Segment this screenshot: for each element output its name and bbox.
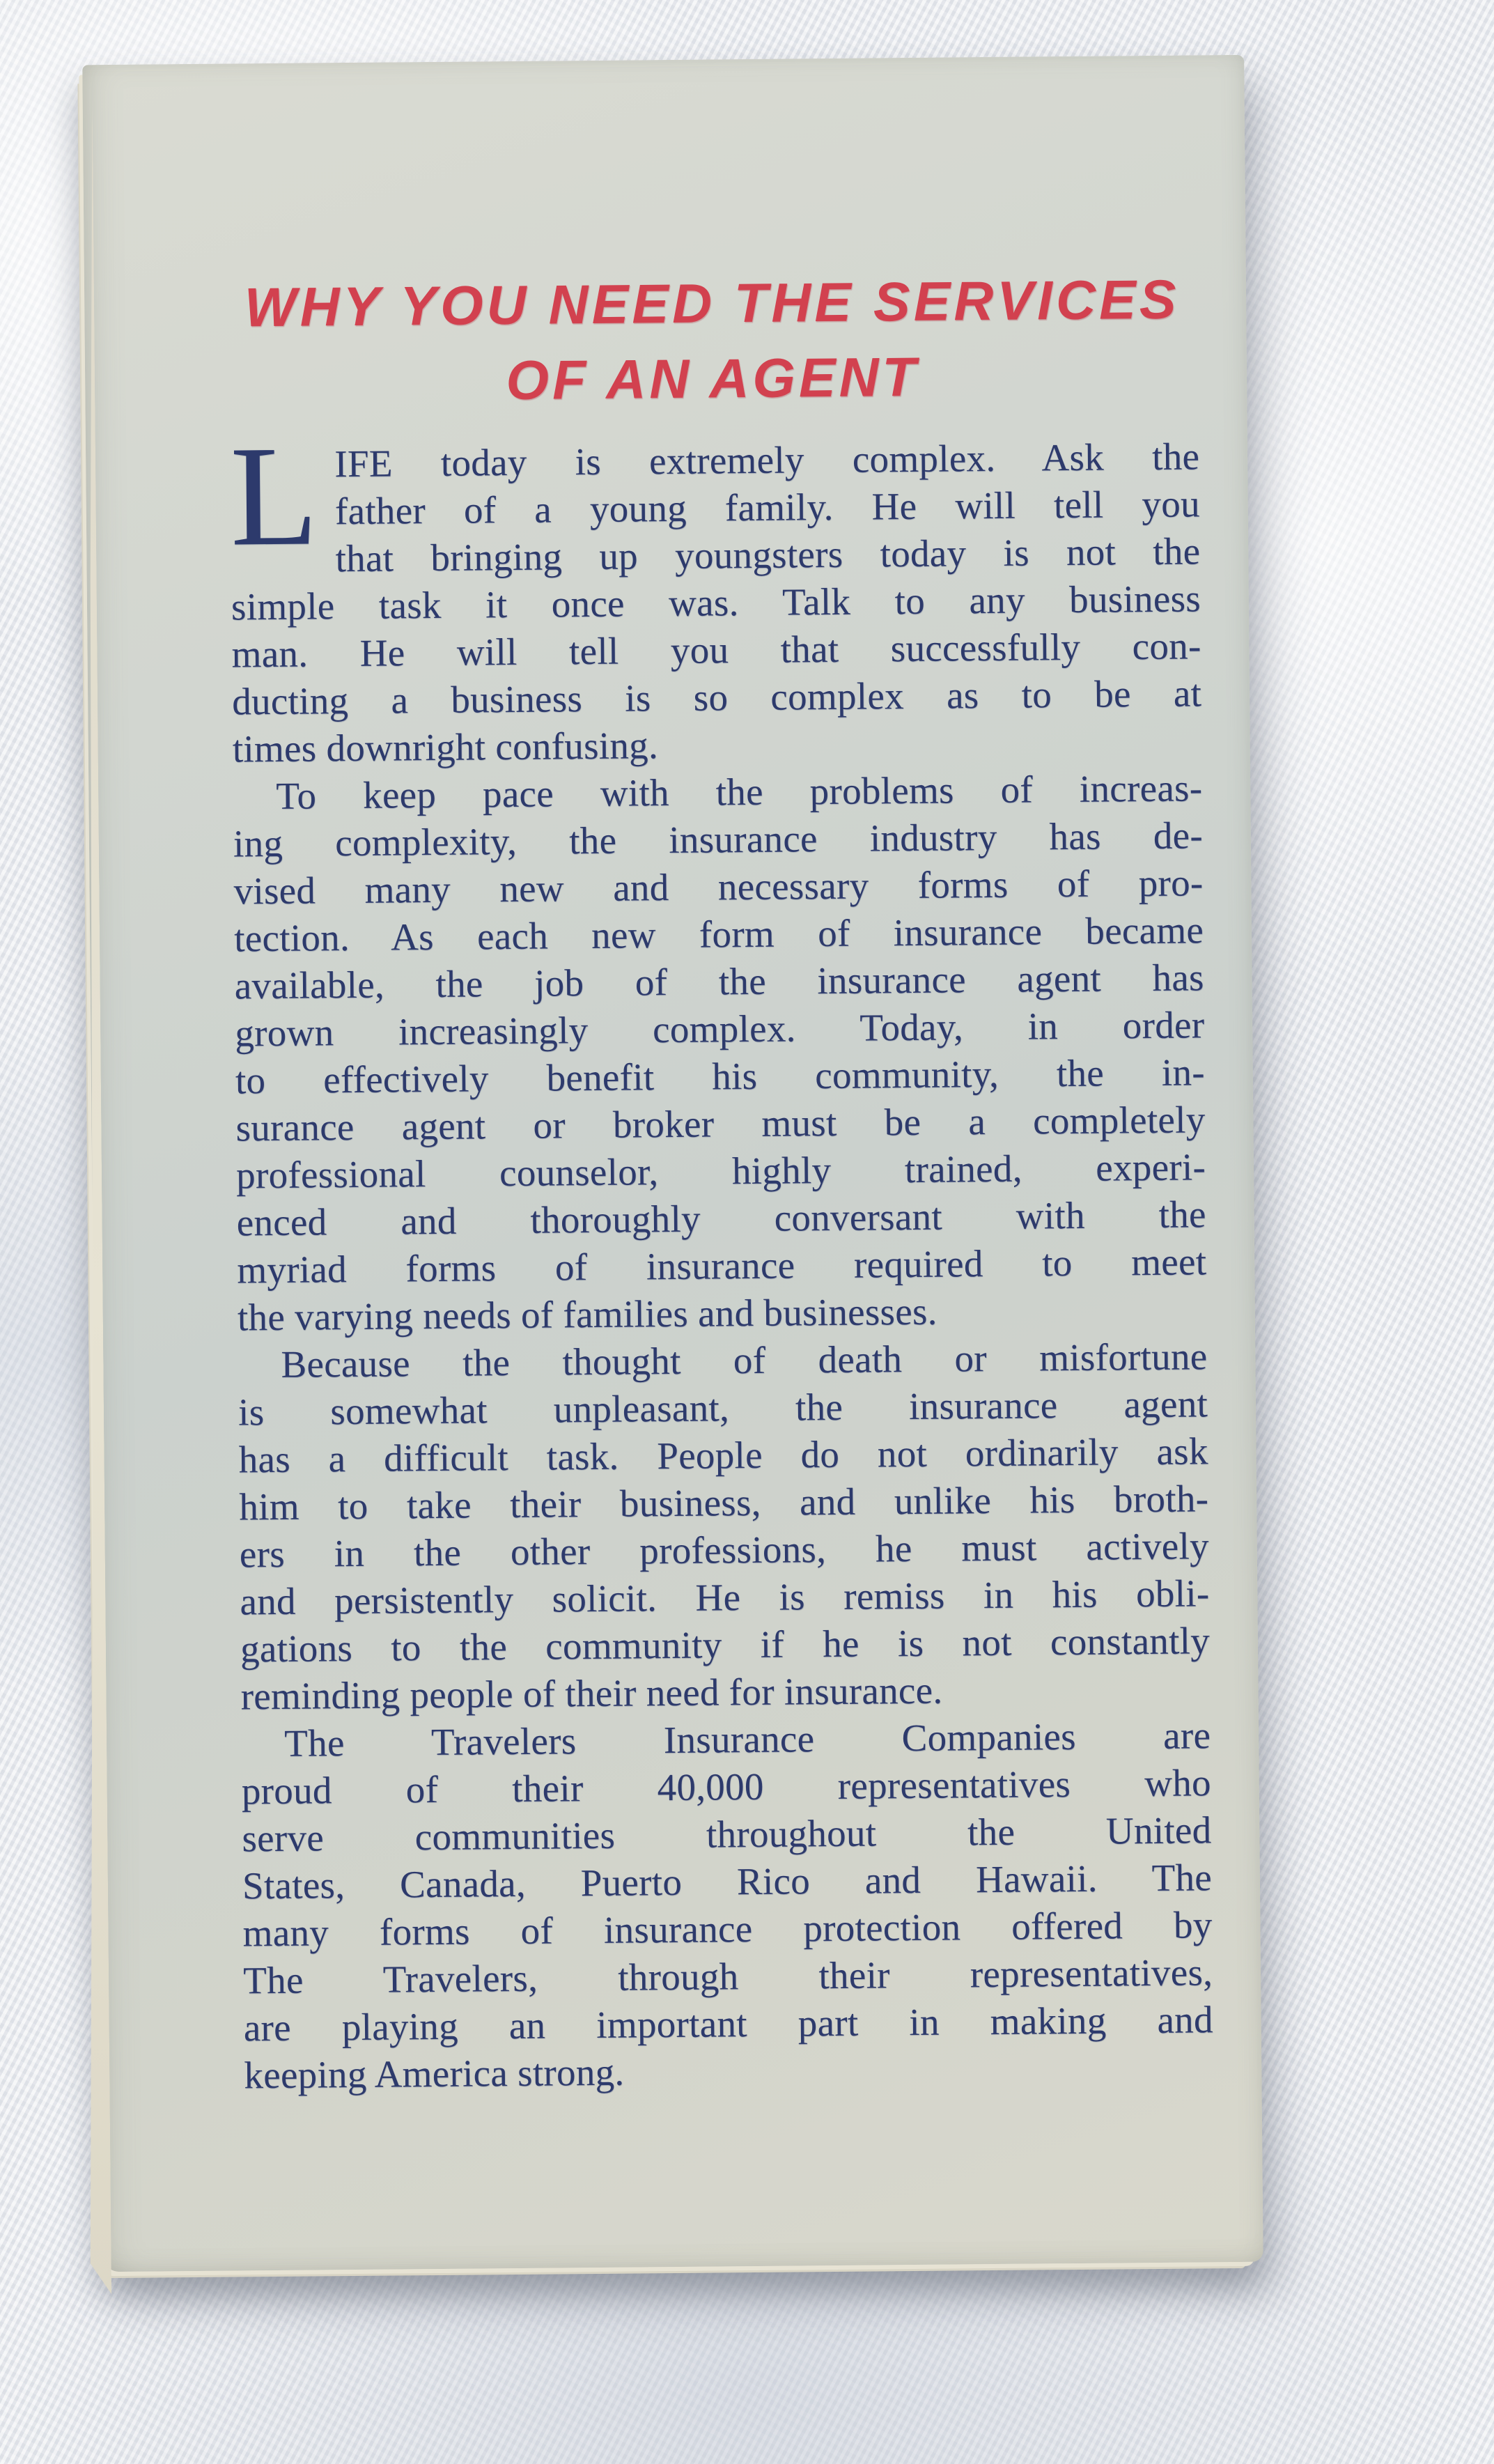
text-line: reminding people of their need for insurance. [240,1668,943,1718]
drop-cap: L [229,415,319,576]
text-line: has a difficult task. People do not ordinarily ask [238,1429,1208,1481]
text-line: available, the job of the insurance agent has [234,956,1204,1007]
paragraph [233,764,1207,1341]
text-line: enced and thoroughly conversant with the [236,1193,1206,1244]
paragraph [238,1333,1211,1720]
text-line: surance agent or broker must be a completely [235,1098,1206,1149]
text-line: gations to the community if he is not constantly [240,1619,1211,1671]
text-line: To keep pace with the problems of increas- [276,766,1203,817]
text-line: tection. As each new form of insurance became [233,908,1204,960]
text-line: many forms of insurance protection offered by [242,1903,1213,1955]
text-line: proud of their 40,000 representatives who [241,1761,1212,1813]
body-text [229,415,1214,2099]
page-content [82,55,1263,2272]
text-line: man. He will tell you that successfully con- [231,624,1201,676]
text-line: and persistently solicit. He is remiss in his obli- [240,1572,1210,1623]
text-line: the varying needs of families and businesses. [237,1289,937,1339]
text-line: professional counselor, highly trained, experi- [235,1145,1206,1197]
paragraph [241,1712,1214,2099]
text-line: to effectively benefit his community, the in- [235,1051,1206,1102]
page-title-line-1: WHY YOU NEED THE SERVICES [244,268,1180,339]
text-line: simple task it once was. Talk to any business [231,577,1201,628]
text-line: States, Canada, Puerto Rico and Hawaii. The [242,1856,1213,1907]
text-line: myriad forms of insurance required to meet [237,1240,1207,1292]
text-line: ing complexity, the insurance industry has de- [233,814,1204,865]
text-line: ducting a business is so complex as to be at [231,672,1202,723]
text-line: vised many new and necessary forms of pro- [233,861,1204,913]
text-line: him to take their business, and unlike his broth- [239,1477,1209,1528]
text-line: IFE today is extremely complex. Ask the [334,435,1200,486]
text-line: is somewhat unpleasant, the insurance agent [238,1382,1208,1434]
text-line: serve communities throughout the United [242,1808,1212,1860]
text-line: are playing an important part in making and [243,1998,1214,2050]
text-line: The Travelers, through their representatives, [242,1951,1213,2002]
text-line: The Travelers Insurance Companies are [283,1714,1211,1765]
text-line: that bringing up youngsters today is not the [335,529,1201,580]
page-title [227,261,1198,420]
text-line: ers in the other professions, he must actively [239,1524,1210,1576]
text-line: keeping America strong. [244,2050,625,2097]
text-line: times downright confusing. [232,724,659,770]
pamphlet-page [82,55,1263,2272]
text-line: Because the thought of death or misfortune [281,1335,1208,1386]
text-line: grown increasingly complex. Today, in order [235,1003,1205,1055]
paragraph [229,415,1202,773]
text-line: father of a young family. He will tell you [334,482,1201,533]
page-title-line-2: OF AN AGENT [506,345,920,412]
